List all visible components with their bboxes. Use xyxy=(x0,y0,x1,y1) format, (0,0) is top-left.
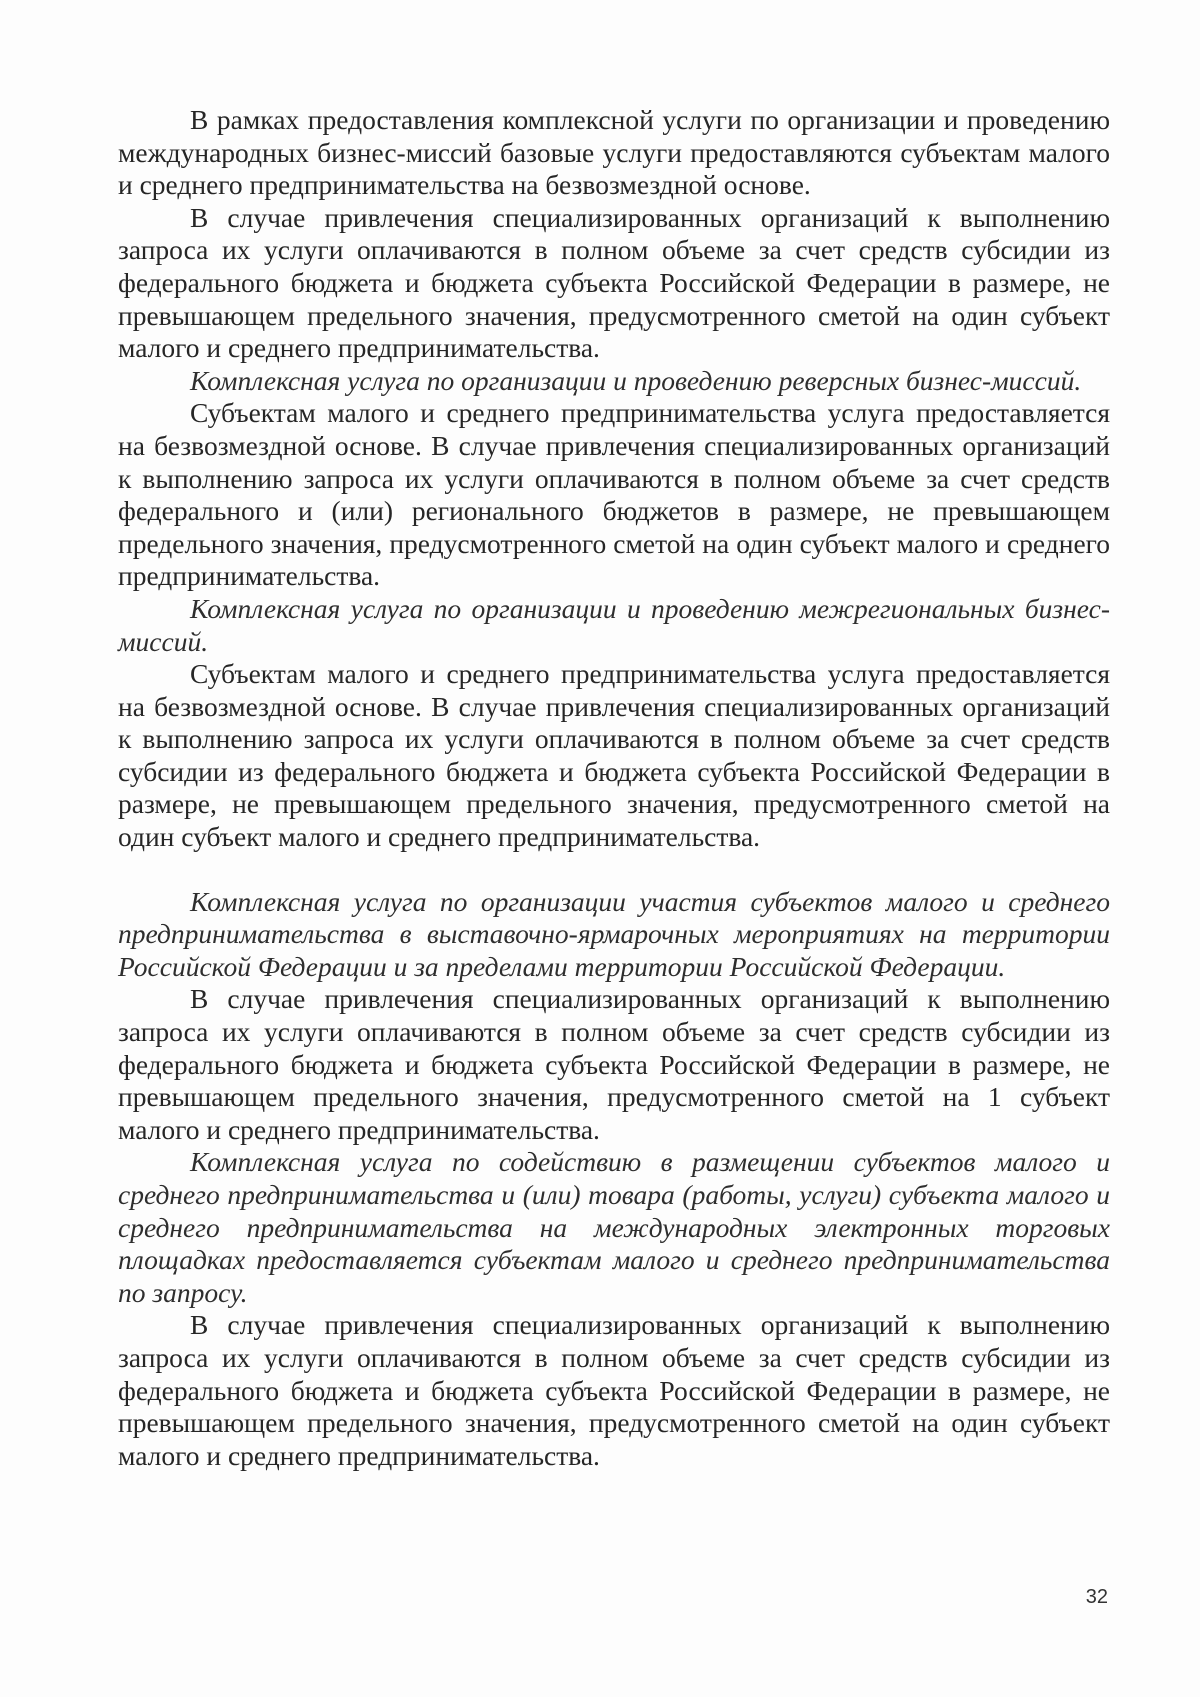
paragraph-reverse-business-missions: Субъектам малого и среднего предпринимательства услуга предоставляется на безвозмездной основе. В случае привлечения специализированных организаций к выполнению запроса их услуги оплачиваются в полном объеме за счет средств федерального и (или) регионального бюджетов в размере, не превышающем предельного значения, предусмотренного сметой на один субъект малого и среднего предпринимательства. xyxy=(118,397,1110,592)
page-number: 32 xyxy=(1085,1586,1108,1608)
document-body xyxy=(118,104,1110,1472)
heading-electronic-trading-platforms: Комплексная услуга по содействию в размещении субъектов малого и среднего предпринимательства и (или) товара (работы, услуги) субъекта малого и среднего предпринимательства на международных электронных торговых площадках предоставляется субъектам малого и среднего предпринимательства по запросу. xyxy=(118,1146,1110,1308)
paragraph-payment-international: В случае привлечения специализированных организаций к выполнению запроса их услуги оплачиваются в полном объеме за счет средств субсидии из федерального бюджета и бюджета субъекта Российской Федерации в размере, не превышающем предельного значения, предусмотренного сметой на один субъект малого и среднего предпринимательства. xyxy=(118,201,1110,364)
paragraph-interregional-business-missions: Субъектам малого и среднего предпринимательства услуга предоставляется на безвозмездной основе. В случае привлечения специализированных организаций к выполнению запроса их услуги оплачиваются в полном объеме за счет средств субсидии из федерального бюджета и бюджета субъекта Российской Федерации в размере, не превышающем предельного значения, предусмотренного сметой на один субъект малого и среднего предпринимательства. xyxy=(118,658,1110,853)
paragraph-electronic-trading-platforms: В случае привлечения специализированных организаций к выполнению запроса их услуги оплачиваются в полном объеме за счет средств субсидии из федерального бюджета и бюджета субъекта Российской Федерации в размере, не превышающем предельного значения, предусмотренного сметой на один субъект малого и среднего предпринимательства. xyxy=(118,1309,1110,1471)
heading-reverse-business-missions: Комплексная услуга по организации и проведению реверсных бизнес-миссий. xyxy=(190,364,1082,396)
heading-interregional-business-missions: Комплексная услуга по организации и проведению межрегиональных бизнес-миссий. xyxy=(118,592,1110,657)
paragraph-intro-business-missions: В рамках предоставления комплексной услуги по организации и проведению международных бизнес-миссий базовые услуги предоставляются субъектам малого и среднего предпринимательства на безвозмездной основе. xyxy=(118,104,1110,201)
paragraph-exhibition-fair-events: В случае привлечения специализированных организаций к выполнению запроса их услуги оплачиваются в полном объеме за счет средств субсидии из федерального бюджета и бюджета субъекта Российской Федерации в размере, не превышающем предельного значения, предусмотренного сметой на 1 субъект малого и среднего предпринимательства. xyxy=(118,983,1110,1145)
heading-exhibition-fair-events: Комплексная услуга по организации участия субъектов малого и среднего предпринимательства в выставочно-ярмарочных мероприятиях на территории Российской Федерации и за пределами территории Российской Федерации. xyxy=(118,885,1110,982)
